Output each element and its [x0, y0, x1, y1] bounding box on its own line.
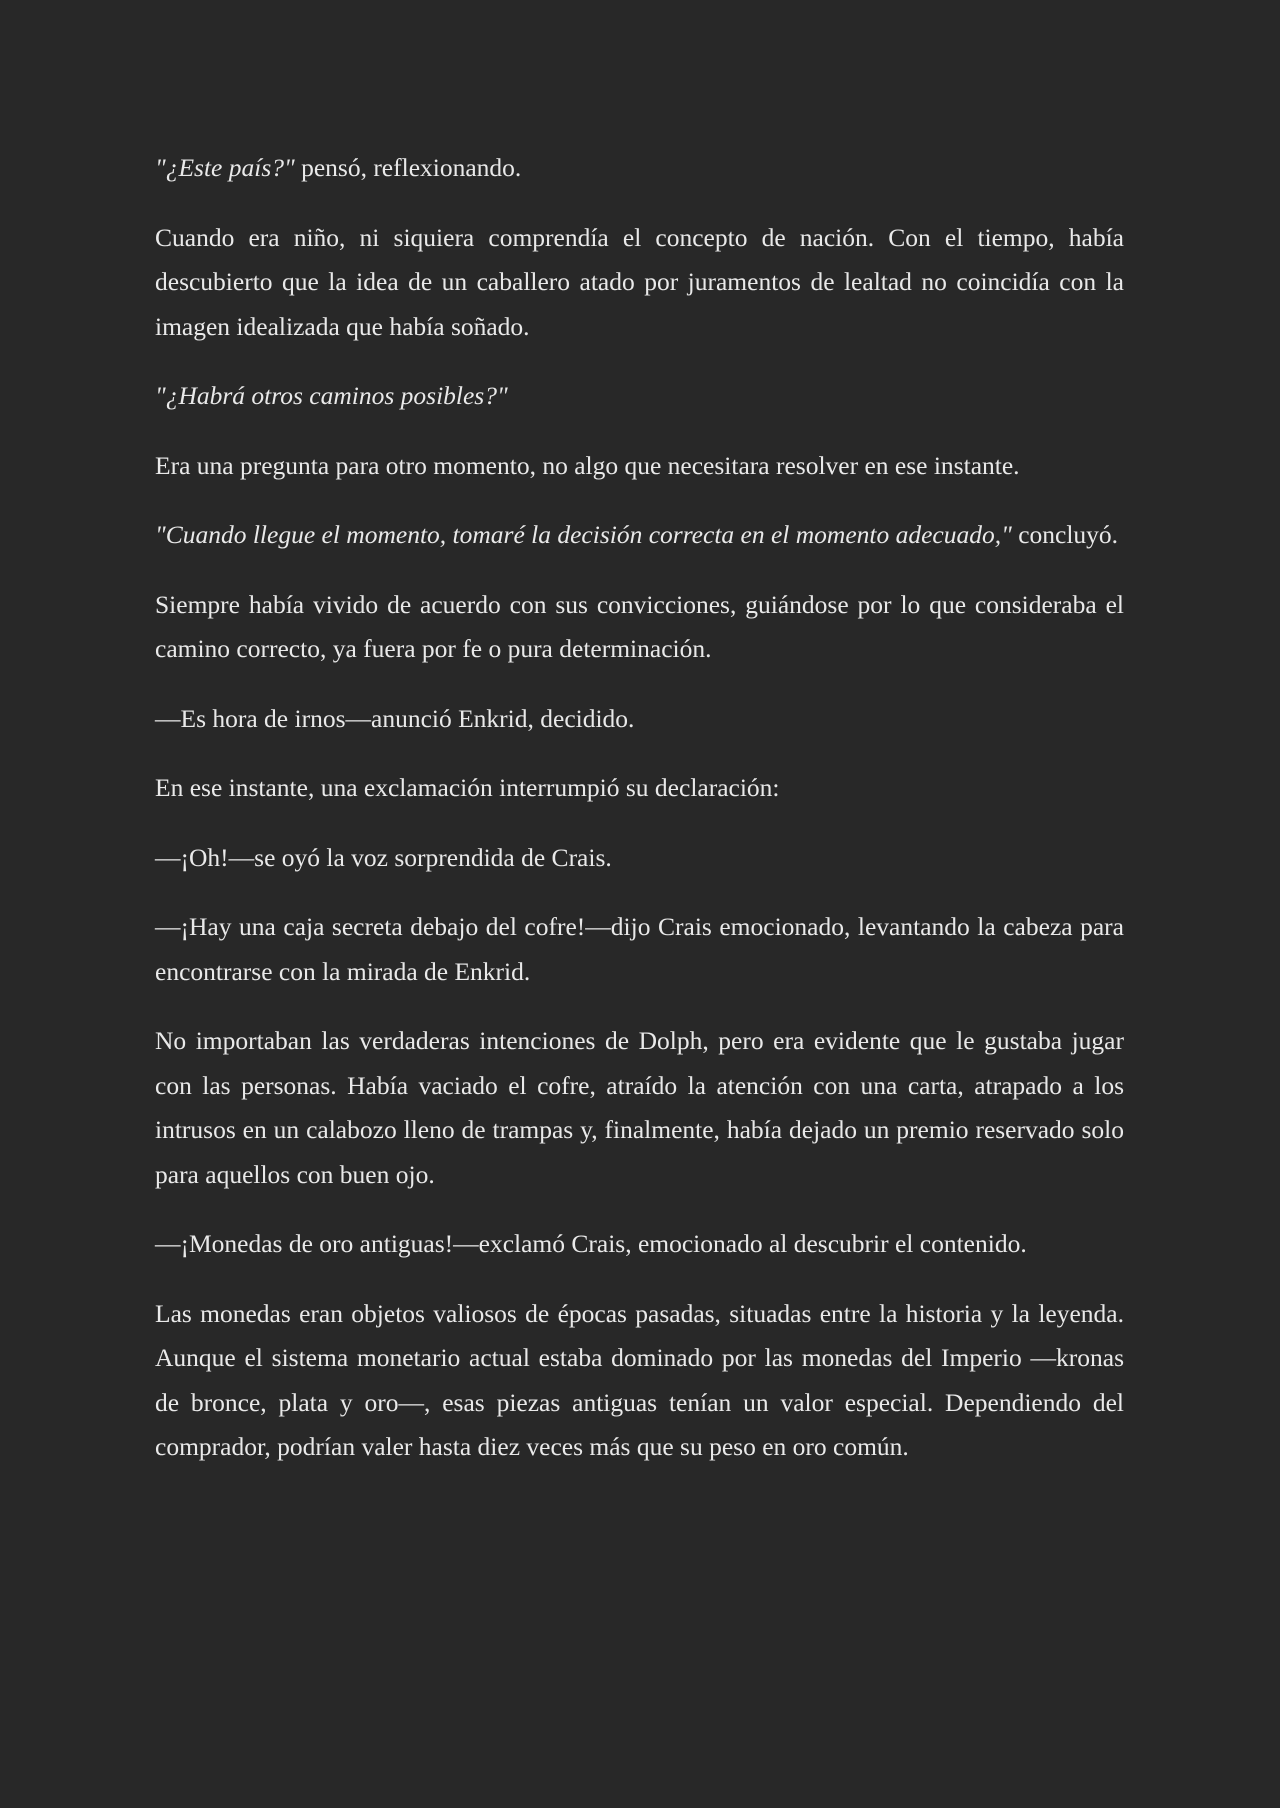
- paragraph: [155, 216, 1124, 350]
- dialogue: —Es hora de irnos—anunció Enkrid, decidido.: [155, 703, 635, 733]
- inner-thought: "¿Habrá otros caminos posibles?": [155, 381, 508, 410]
- paragraph: [155, 697, 1124, 742]
- paragraph: [155, 146, 1124, 191]
- paragraph: [155, 513, 1124, 558]
- narration: En ese instante, una exclamación interrumpió su declaración:: [155, 773, 780, 802]
- dialogue: —¡Hay una caja secreta debajo del cofre!—dijo Crais emocionado, levantando la cabeza para encontrarse con la mirada de Enkrid.: [155, 912, 1124, 986]
- narration: pensó, reflexionando.: [294, 153, 522, 182]
- paragraph: [155, 836, 1124, 881]
- inner-thought: "¿Este país?": [155, 153, 295, 182]
- inner-thought: "Cuando llegue el momento, tomaré la decisión correcta en el momento adecuado,": [155, 520, 1012, 549]
- reader-page: [155, 146, 1124, 1470]
- paragraph: [155, 1292, 1124, 1470]
- paragraph: [155, 444, 1124, 489]
- paragraph: [155, 1222, 1124, 1267]
- paragraph: [155, 583, 1124, 672]
- dialogue: —¡Monedas de oro antiguas!—exclamó Crais, emocionado al descubrir el contenido.: [155, 1229, 1027, 1258]
- paragraph: [155, 1019, 1124, 1197]
- narration: concluyó.: [1011, 520, 1119, 549]
- narration: No importaban las verdaderas intenciones de Dolph, pero era evidente que le gustaba jugar con las personas. Había vaciado el cofre, atraído la atención con una carta, atrapado a los intrusos en un calabozo lleno de trampas y, finalmente, había dejado un premio reservado solo para aquellos con buen ojo.: [155, 1026, 1124, 1189]
- paragraph: [155, 905, 1124, 994]
- narration: Las monedas eran objetos valiosos de épocas pasadas, situadas entre la historia y la leyenda. Aunque el sistema monetario actual estaba dominado por las monedas del Imperio —kronas de bronce, plata y oro—, esas piezas antiguas tenían un valor especial. Dependiendo del comprador, podrían valer hasta diez veces más que su peso en oro común.: [155, 1298, 1124, 1461]
- narration: Siempre había vivido de acuerdo con sus convicciones, guiándose por lo que consideraba el camino correcto, ya fuera por fe o pura determinación.: [155, 589, 1124, 663]
- narration: Era una pregunta para otro momento, no algo que necesitara resolver en ese instante.: [155, 450, 1020, 480]
- paragraph: [155, 766, 1124, 811]
- paragraph: [155, 374, 1124, 419]
- dialogue: —¡Oh!—se oyó la voz sorprendida de Crais.: [155, 842, 612, 872]
- narration: Cuando era niño, ni siquiera comprendía el concepto de nación. Con el tiempo, había descubierto que la idea de un caballero atado por juramentos de lealtad no coincidía con la imagen idealizada que había soñado.: [155, 222, 1124, 341]
